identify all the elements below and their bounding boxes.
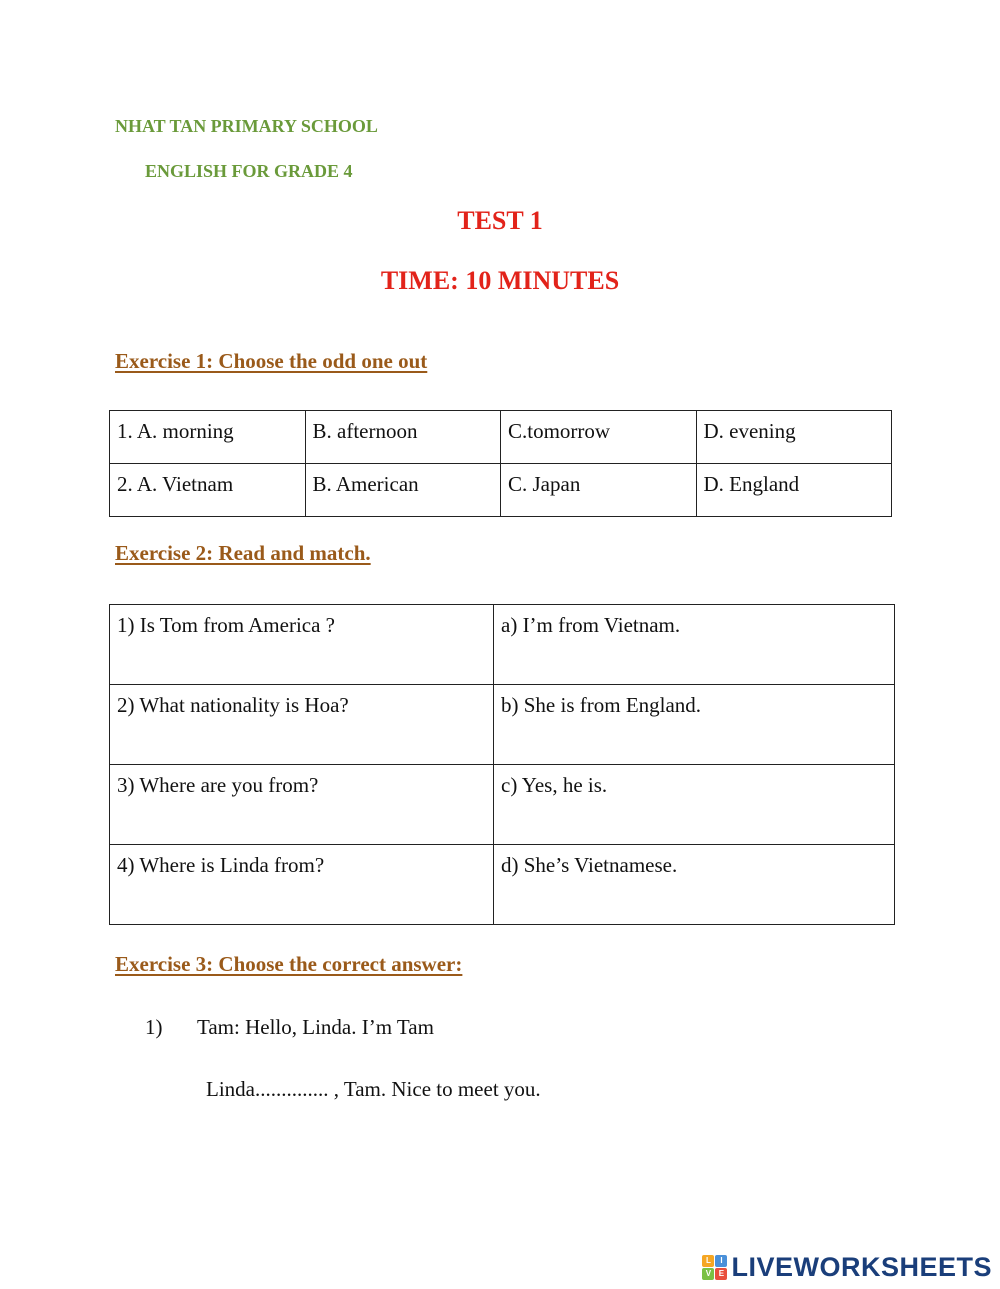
school-name: NHAT TAN PRIMARY SCHOOL bbox=[115, 116, 378, 136]
time-limit: TIME: 10 MINUTES bbox=[380, 266, 620, 295]
table-row bbox=[110, 845, 895, 925]
table-cell: 1. A. morning bbox=[110, 411, 306, 464]
logo-text: LIVEWORKSHEETS bbox=[731, 1252, 992, 1282]
question-cell: 1) Is Tom from America ? bbox=[110, 605, 494, 685]
table-row bbox=[110, 464, 892, 517]
question-cell: 3) Where are you from? bbox=[110, 765, 494, 845]
exercise-1-heading: Exercise 1: Choose the odd one out bbox=[115, 349, 428, 373]
answer-cell: b) She is from England. bbox=[494, 685, 895, 765]
exercise-2-table bbox=[109, 604, 895, 925]
question-line: Linda.............. , Tam. Nice to meet you. bbox=[206, 1077, 541, 1101]
answer-cell: a) I’m from Vietnam. bbox=[494, 605, 895, 685]
question-cell: 4) Where is Linda from? bbox=[110, 845, 494, 925]
test-title: TEST 1 bbox=[457, 206, 543, 235]
table-row bbox=[110, 765, 895, 845]
table-cell: D. England bbox=[696, 464, 892, 517]
table-cell: C.tomorrow bbox=[501, 411, 697, 464]
answer-cell: d) She’s Vietnamese. bbox=[494, 845, 895, 925]
exercise-3-heading: Exercise 3: Choose the correct answer: bbox=[115, 952, 463, 976]
question-line: Tam: Hello, Linda. I’m Tam bbox=[197, 1015, 434, 1039]
table-cell: 2. A. Vietnam bbox=[110, 464, 306, 517]
liveworksheets-logo bbox=[702, 1252, 992, 1283]
grade-label: ENGLISH FOR GRADE 4 bbox=[145, 161, 353, 181]
question-cell: 2) What nationality is Hoa? bbox=[110, 685, 494, 765]
table-row bbox=[110, 605, 895, 685]
exercise-1-table bbox=[109, 410, 892, 517]
exercise-2-heading: Exercise 2: Read and match. bbox=[115, 541, 371, 565]
table-row bbox=[110, 685, 895, 765]
question-number: 1) bbox=[145, 1015, 163, 1039]
table-cell: D. evening bbox=[696, 411, 892, 464]
answer-cell: c) Yes, he is. bbox=[494, 765, 895, 845]
table-cell: B. American bbox=[305, 464, 501, 517]
table-cell: C. Japan bbox=[501, 464, 697, 517]
logo-blocks-icon: L I V E bbox=[702, 1255, 727, 1280]
table-row bbox=[110, 411, 892, 464]
table-cell: B. afternoon bbox=[305, 411, 501, 464]
